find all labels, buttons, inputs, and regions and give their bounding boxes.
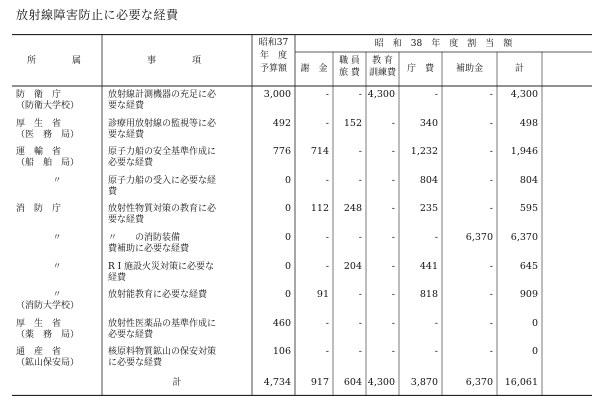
row-office_exp-cell: 340 (419, 117, 438, 129)
row-office-line: （医 務 局） (16, 129, 80, 140)
header-travel-line: 職 員 (339, 56, 360, 66)
header-office_exp: 庁 費 (406, 64, 434, 74)
row-b37-cell: 3,000 (263, 89, 291, 100)
page-title: 放射線障害防止に必要な経費 (16, 8, 179, 22)
row-total-cell: 6,370 (510, 232, 538, 243)
totals-office_exp-cell: 3,870 (410, 377, 438, 388)
row-office-line: 〃 (52, 233, 62, 243)
row-office_exp-cell: 818 (419, 289, 438, 301)
row-item-line: 要な経費 (108, 129, 145, 140)
header-item: 事 項 (146, 56, 207, 66)
header-budget37-line: 年 度 (259, 51, 287, 61)
row-salary-cell: - (325, 89, 329, 100)
row-office-line: （消防大学校） (16, 301, 80, 312)
row-total-cell: 498 (519, 117, 538, 129)
row-travel-cell: - (358, 317, 362, 329)
row-item-line: 費 (108, 186, 118, 197)
totals-total-cell: 16,061 (504, 377, 538, 388)
row-salary-cell: - (325, 174, 329, 186)
row-office_exp-cell: 235 (419, 203, 438, 215)
row-edu-cell: - (391, 117, 395, 129)
budget-table (12, 34, 592, 396)
row-item-line: 要な経費 (108, 101, 145, 111)
row-subsidy-cell: - (489, 346, 493, 358)
row-travel-cell: - (358, 89, 362, 100)
row-office_exp-cell: 441 (419, 260, 438, 272)
row-b37-cell: 0 (284, 289, 291, 301)
row-travel-cell: 248 (343, 203, 362, 215)
row-office-line: 厚 生 省 (16, 318, 62, 329)
row-office-line: 運 輸 省 (16, 147, 62, 158)
row-office-line: 〃 (52, 290, 62, 301)
row-subsidy-cell: - (489, 89, 493, 100)
row-total-cell: 804 (519, 174, 538, 186)
row-office_exp-cell: 804 (419, 174, 438, 186)
row-item-line: 原子力船の受入に必要な経 (108, 175, 217, 186)
row-office-line: 通 産 省 (16, 347, 62, 358)
row-office_exp-cell: 1,232 (410, 146, 438, 158)
row-edu-cell: - (391, 260, 395, 272)
totals-travel-cell: 604 (343, 377, 362, 388)
row-office_exp-cell: - (434, 89, 438, 100)
row-total-cell: 1,946 (510, 146, 538, 158)
row-item-line: R I 施設火災対策に必要な (108, 261, 215, 272)
row-item-line: 経費 (108, 272, 127, 283)
row-edu-cell: - (391, 232, 395, 243)
header-budget37-line: 予算額 (259, 64, 287, 74)
row-office-line: 〃 (52, 175, 62, 186)
row-b37-cell: 0 (284, 174, 291, 186)
row-edu-cell: - (391, 203, 395, 215)
row-office-line: 防 衛 庁 (16, 90, 62, 100)
row-subsidy-cell: - (489, 203, 493, 215)
row-item-line: 診療用放射線の監視等に必 (108, 118, 217, 129)
row-office-line: 厚 生 省 (16, 118, 62, 129)
totals-edu-cell: 4,300 (367, 377, 395, 388)
row-edu-cell: - (391, 346, 395, 358)
row-edu-cell: - (391, 174, 395, 186)
row-subsidy-cell: - (489, 317, 493, 329)
header-fy38-group: 昭 和 38 年 度 割 当 額 (374, 39, 513, 49)
header-edu-line: 教 育 (372, 56, 393, 66)
row-b37-cell: 106 (272, 346, 291, 358)
row-b37-cell: 460 (272, 317, 291, 329)
row-subsidy-cell: - (489, 117, 493, 129)
totals-salary-cell: 917 (310, 377, 329, 388)
row-office_exp-cell: - (434, 346, 438, 358)
totals-label: 計 (172, 378, 182, 388)
row-item-line: 放射性物質対策の教育に必 (108, 204, 217, 215)
row-total-cell: 4,300 (510, 89, 538, 100)
row-subsidy-cell: - (489, 289, 493, 301)
row-office-line: （船 舶 局） (16, 158, 80, 169)
row-item-line: 放射性医薬品の基準作成に (108, 318, 217, 329)
row-travel-cell: 152 (343, 117, 362, 129)
row-office-line: （防衛大学校） (16, 101, 80, 111)
row-office_exp-cell: - (434, 317, 438, 329)
row-salary-cell: - (325, 317, 329, 329)
header-salary: 謝 金 (300, 64, 328, 74)
row-edu-cell: - (391, 146, 395, 158)
row-subsidy-cell: - (489, 146, 493, 158)
row-total-cell: 595 (519, 203, 538, 215)
header-budget37-line: 昭和37 (258, 38, 289, 48)
row-item-line: 必要な経費 (108, 158, 154, 169)
row-edu-cell: - (391, 317, 395, 329)
row-total-cell: 909 (519, 289, 538, 301)
row-item-line: 〃 の消防装備 (108, 233, 181, 243)
row-item-line: 核原料物質鉱山の保安対策 (108, 347, 217, 358)
row-item-line: 必要な経費 (108, 329, 154, 340)
row-salary-cell: - (325, 232, 329, 243)
table-grid-lines (12, 34, 592, 396)
row-office-line: 消 防 庁 (16, 204, 62, 215)
row-salary-cell: - (325, 260, 329, 272)
row-salary-cell: 91 (316, 289, 329, 301)
header-travel-line: 旅 費 (339, 68, 360, 78)
row-edu-cell: 4,300 (367, 89, 395, 100)
totals-subsidy-cell: 6,370 (465, 377, 493, 388)
row-total-cell: 0 (531, 317, 538, 329)
row-b37-cell: 0 (284, 203, 291, 215)
row-b37-cell: 776 (272, 146, 291, 158)
row-office-line: 〃 (52, 261, 62, 272)
row-subsidy-cell: 6,370 (465, 232, 493, 243)
row-salary-cell: 112 (310, 203, 329, 215)
row-travel-cell: - (358, 289, 362, 301)
row-b37-cell: 0 (284, 260, 291, 272)
row-travel-cell: - (358, 346, 362, 358)
row-item-line: 放射能教育に必要な経費 (108, 290, 208, 301)
row-office-line: （鉱山保安局） (16, 358, 80, 369)
row-office_exp-cell: - (434, 232, 438, 243)
row-travel-cell: - (358, 174, 362, 186)
row-total-cell: 0 (531, 346, 538, 358)
row-salary-cell: 714 (310, 146, 329, 158)
row-travel-cell: - (358, 146, 362, 158)
row-b37-cell: 0 (284, 232, 291, 243)
row-office-line: （薬 務 局） (16, 329, 80, 340)
header-total: 計 (514, 64, 524, 74)
row-b37-cell: 492 (272, 117, 291, 129)
row-item-line: 放射線計測機器の充足に必 (108, 90, 217, 100)
row-subsidy-cell: - (489, 174, 493, 186)
row-item-line: 原子力船の安全基準作成に (108, 147, 217, 158)
row-item-line: に必要な経費 (108, 358, 163, 369)
row-salary-cell: - (325, 346, 329, 358)
row-subsidy-cell: - (489, 260, 493, 272)
row-item-line: 要な経費 (108, 215, 145, 226)
row-total-cell: 645 (519, 260, 538, 272)
row-travel-cell: 204 (343, 260, 362, 272)
header-office: 所 属 (26, 56, 87, 66)
row-travel-cell: - (358, 232, 362, 243)
row-edu-cell: - (391, 289, 395, 301)
totals-b37-cell: 4,734 (263, 377, 291, 388)
row-item-line: 費補助に必要な経費 (108, 244, 190, 254)
row-salary-cell: - (325, 117, 329, 129)
header-edu-line: 訓練費 (368, 68, 396, 78)
header-subsidy: 補助金 (455, 64, 483, 74)
